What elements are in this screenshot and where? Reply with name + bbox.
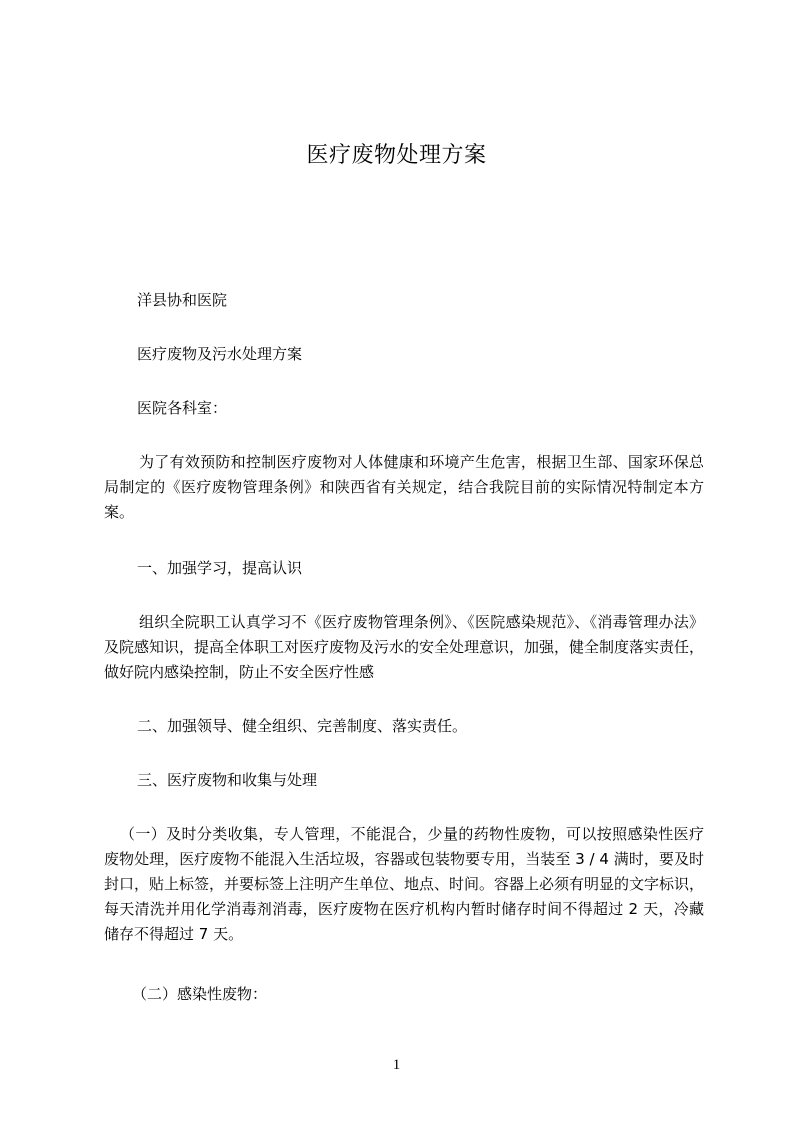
section-3-item-2: （二）感染性废物： bbox=[132, 985, 268, 1003]
section-3-heading: 三、医疗废物和收集与处理 bbox=[137, 771, 318, 789]
section-1-body: 组织全院职工认真学习不《医疗废物管理条例》、《医院感染规范》、《消毒管理办法》及院感知识，提高全体职工对医疗废物及污水的安全处理意识，加强，健全制度落实责任，做好院内感染控制，防止不安全医疗性感 bbox=[104, 613, 705, 681]
section-3-item-1: （一）及时分类收集，专人管理，不能混合，少量的药物性废物，可以按照感染性医疗废物处理，医疗废物不能混入生活垃圾，容器或包装物要专用，当装至 3 / 4 满时，要及时封口，贴上标签，并要标签上注明产生单位、地点、时间。容器上必须有明显的文字标识，每天清洗并用化学消毒剂消毒，医疗废物在医疗机构内暂时储存时间不得超过 2 天，冷藏储存不得超过 7 天。 bbox=[104, 825, 705, 943]
addressee: 医院各科室： bbox=[137, 399, 228, 417]
section-1-heading: 一、加强学习，提高认识 bbox=[137, 559, 303, 577]
document-title: 医疗废物处理方案 bbox=[306, 143, 487, 168]
intro-paragraph: 为了有效预防和控制医疗废物对人体健康和环境产生危害，根据卫生部、国家环保总局制定的《医疗废物管理条例》和陕西省有关规定，结合我院目前的实际情况特制定本方案。 bbox=[104, 453, 704, 521]
page-number: 1 bbox=[392, 1057, 401, 1073]
hospital-name: 洋县协和医院 bbox=[137, 291, 228, 309]
document-subject: 医疗废物及污水处理方案 bbox=[137, 345, 303, 363]
section-2-heading: 二、加强领导、健全组织、完善制度、落实责任。 bbox=[137, 717, 468, 735]
